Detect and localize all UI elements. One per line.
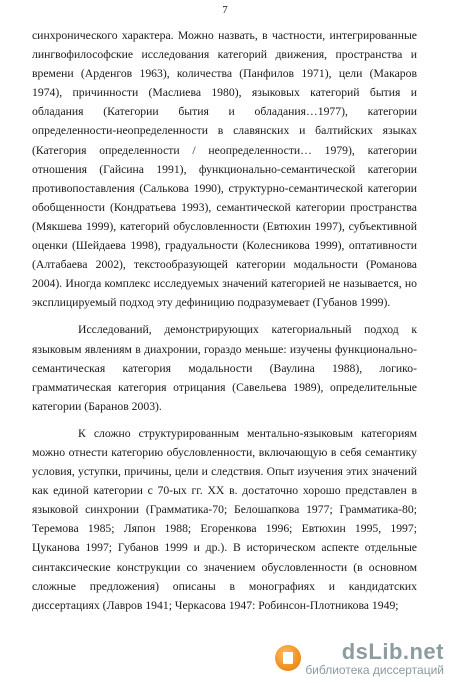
body-text [32, 26, 417, 623]
watermark-subtitle: библиотека диссертаций [305, 663, 444, 677]
watermark-text [305, 641, 444, 677]
dslib-watermark[interactable] [275, 641, 444, 677]
paragraph-1: синхронического характера. Можно назвать, в частности, интегрированные лингвофилософские исследования категорий движения, пространства и времени (Арденгов 1963), количества (Панфилов 1971), цели (Макаров 1974), причинности (Маслиева 1980), языковых категорий бытия и обладания (Категории бытия и обладания…1977), категории определенности-неопределенности в славянских и балтийских языках (Категория определенности / неопределенности… 1979), категории отношения (Гайсина 1991), функционально-семантической категории противопоставления (Салькова 1990), структурно-семантической категории обобщенности (Кондратьева 1993), семантической категории пространства (Мякшева 1999), категорий обусловленности (Евтюхин 1997), субъективной оценки (Шейдаева 1998), градуальности (Колесникова 1999), оптативности (Алтабаева 2002), текстообразующей категории модальности (Романова 2004). Иногда комплекс исследуемых значений категорией не называется, но эксплицируемый подход эту дефиницию подразумевает (Губанов 1999). [32, 29, 417, 310]
dslib-logo-icon [275, 645, 301, 671]
watermark-brand: dsLib.net [341, 639, 444, 664]
paragraph-2: Исследований, демонстрирующих категориальный подход к языковым явлениям в диахронии, гораздо меньше: изучены функционально-семантическая категория модальности (Ваулина 1988), логико-грамматическая категория отрицания (Савельева 1989), определительные категории (Баранов 2003). [32, 323, 417, 413]
page-number: 7 [222, 4, 228, 16]
paragraph-3: К сложно структурированным ментально-языковым категориям можно отнести категорию обусловленности, включающую в себя семантику условия, уступки, причины, цели и следствия. Опыт изучения этих значений как единой категории с 70-ых гг. XX в. достаточно хорошо представлен в языковой синхронии (Грамматика-70; Белошапкова 1977; Грамматика-80; Теремова 1985; Ляпон 1988; Егоренкова 1996; Евтюхин 1995, 1997; Цуканова 1997; Губанов 1999 и др.). В историческом аспекте отдельные синтаксические конструкции со значением обусловленности (в основном сложные предложения) описаны в монографиях и кандидатских диссертациях (Лавров 1941; Черкасова 1947: Робинсон-Плотникова 1949; [32, 426, 417, 612]
